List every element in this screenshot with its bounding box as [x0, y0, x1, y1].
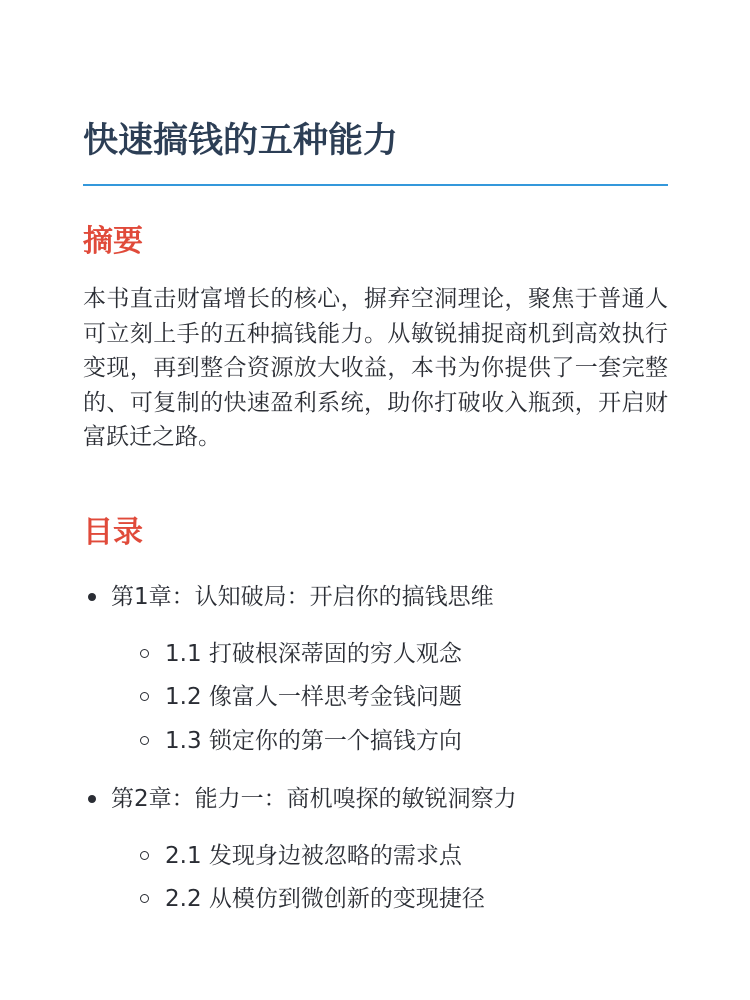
- bullet-disc-icon: [88, 795, 96, 803]
- toc-chapter-label: 第1章：认知破局：开启你的搞钱思维: [111, 584, 494, 610]
- bullet-circle-icon: [140, 649, 149, 658]
- page-title: 快速搞钱的五种能力: [83, 121, 399, 161]
- toc-section-label: 1.2 像富人一样思考金钱问题: [165, 684, 462, 710]
- toc-section-label: 1.1 打破根深蒂固的穷人观念: [165, 641, 462, 667]
- toc-section-label: 1.3 锁定你的第一个搞钱方向: [165, 728, 462, 754]
- toc-chapter-2: [111, 783, 517, 815]
- bullet-circle-icon: [140, 851, 149, 860]
- toc-section-1-3: [165, 725, 462, 757]
- toc-chapter-label: 第2章：能力一：商机嗅探的敏锐洞察力: [111, 786, 517, 812]
- toc-chapter-1: [111, 581, 494, 613]
- bullet-circle-icon: [140, 894, 149, 903]
- toc-heading: 目录: [83, 515, 143, 550]
- summary-paragraph: 本书直击财富增长的核心，摒弃空洞理论，聚焦于普通人可立刻上手的五种搞钱能力。从敏锐捕捉商机到高效执行变现，再到整合资源放大收益，本书为你提供了一套完整的、可复制的快速盈利系统，助你打破收入瓶颈，开启财富跃迁之路。: [83, 286, 668, 450]
- bullet-disc-icon: [88, 593, 96, 601]
- bullet-circle-icon: [140, 692, 149, 701]
- toc-section-label: 2.1 发现身边被忽略的需求点: [165, 843, 462, 869]
- toc-section-1-1: [165, 638, 462, 670]
- title-divider: [83, 184, 668, 186]
- toc-section-1-2: [165, 681, 462, 713]
- summary-heading: 摘要: [83, 224, 143, 259]
- toc-section-label: 2.2 从模仿到微创新的变现捷径: [165, 886, 485, 912]
- toc-section-2-1: [165, 840, 462, 872]
- toc-section-2-2: [165, 883, 485, 915]
- bullet-circle-icon: [140, 736, 149, 745]
